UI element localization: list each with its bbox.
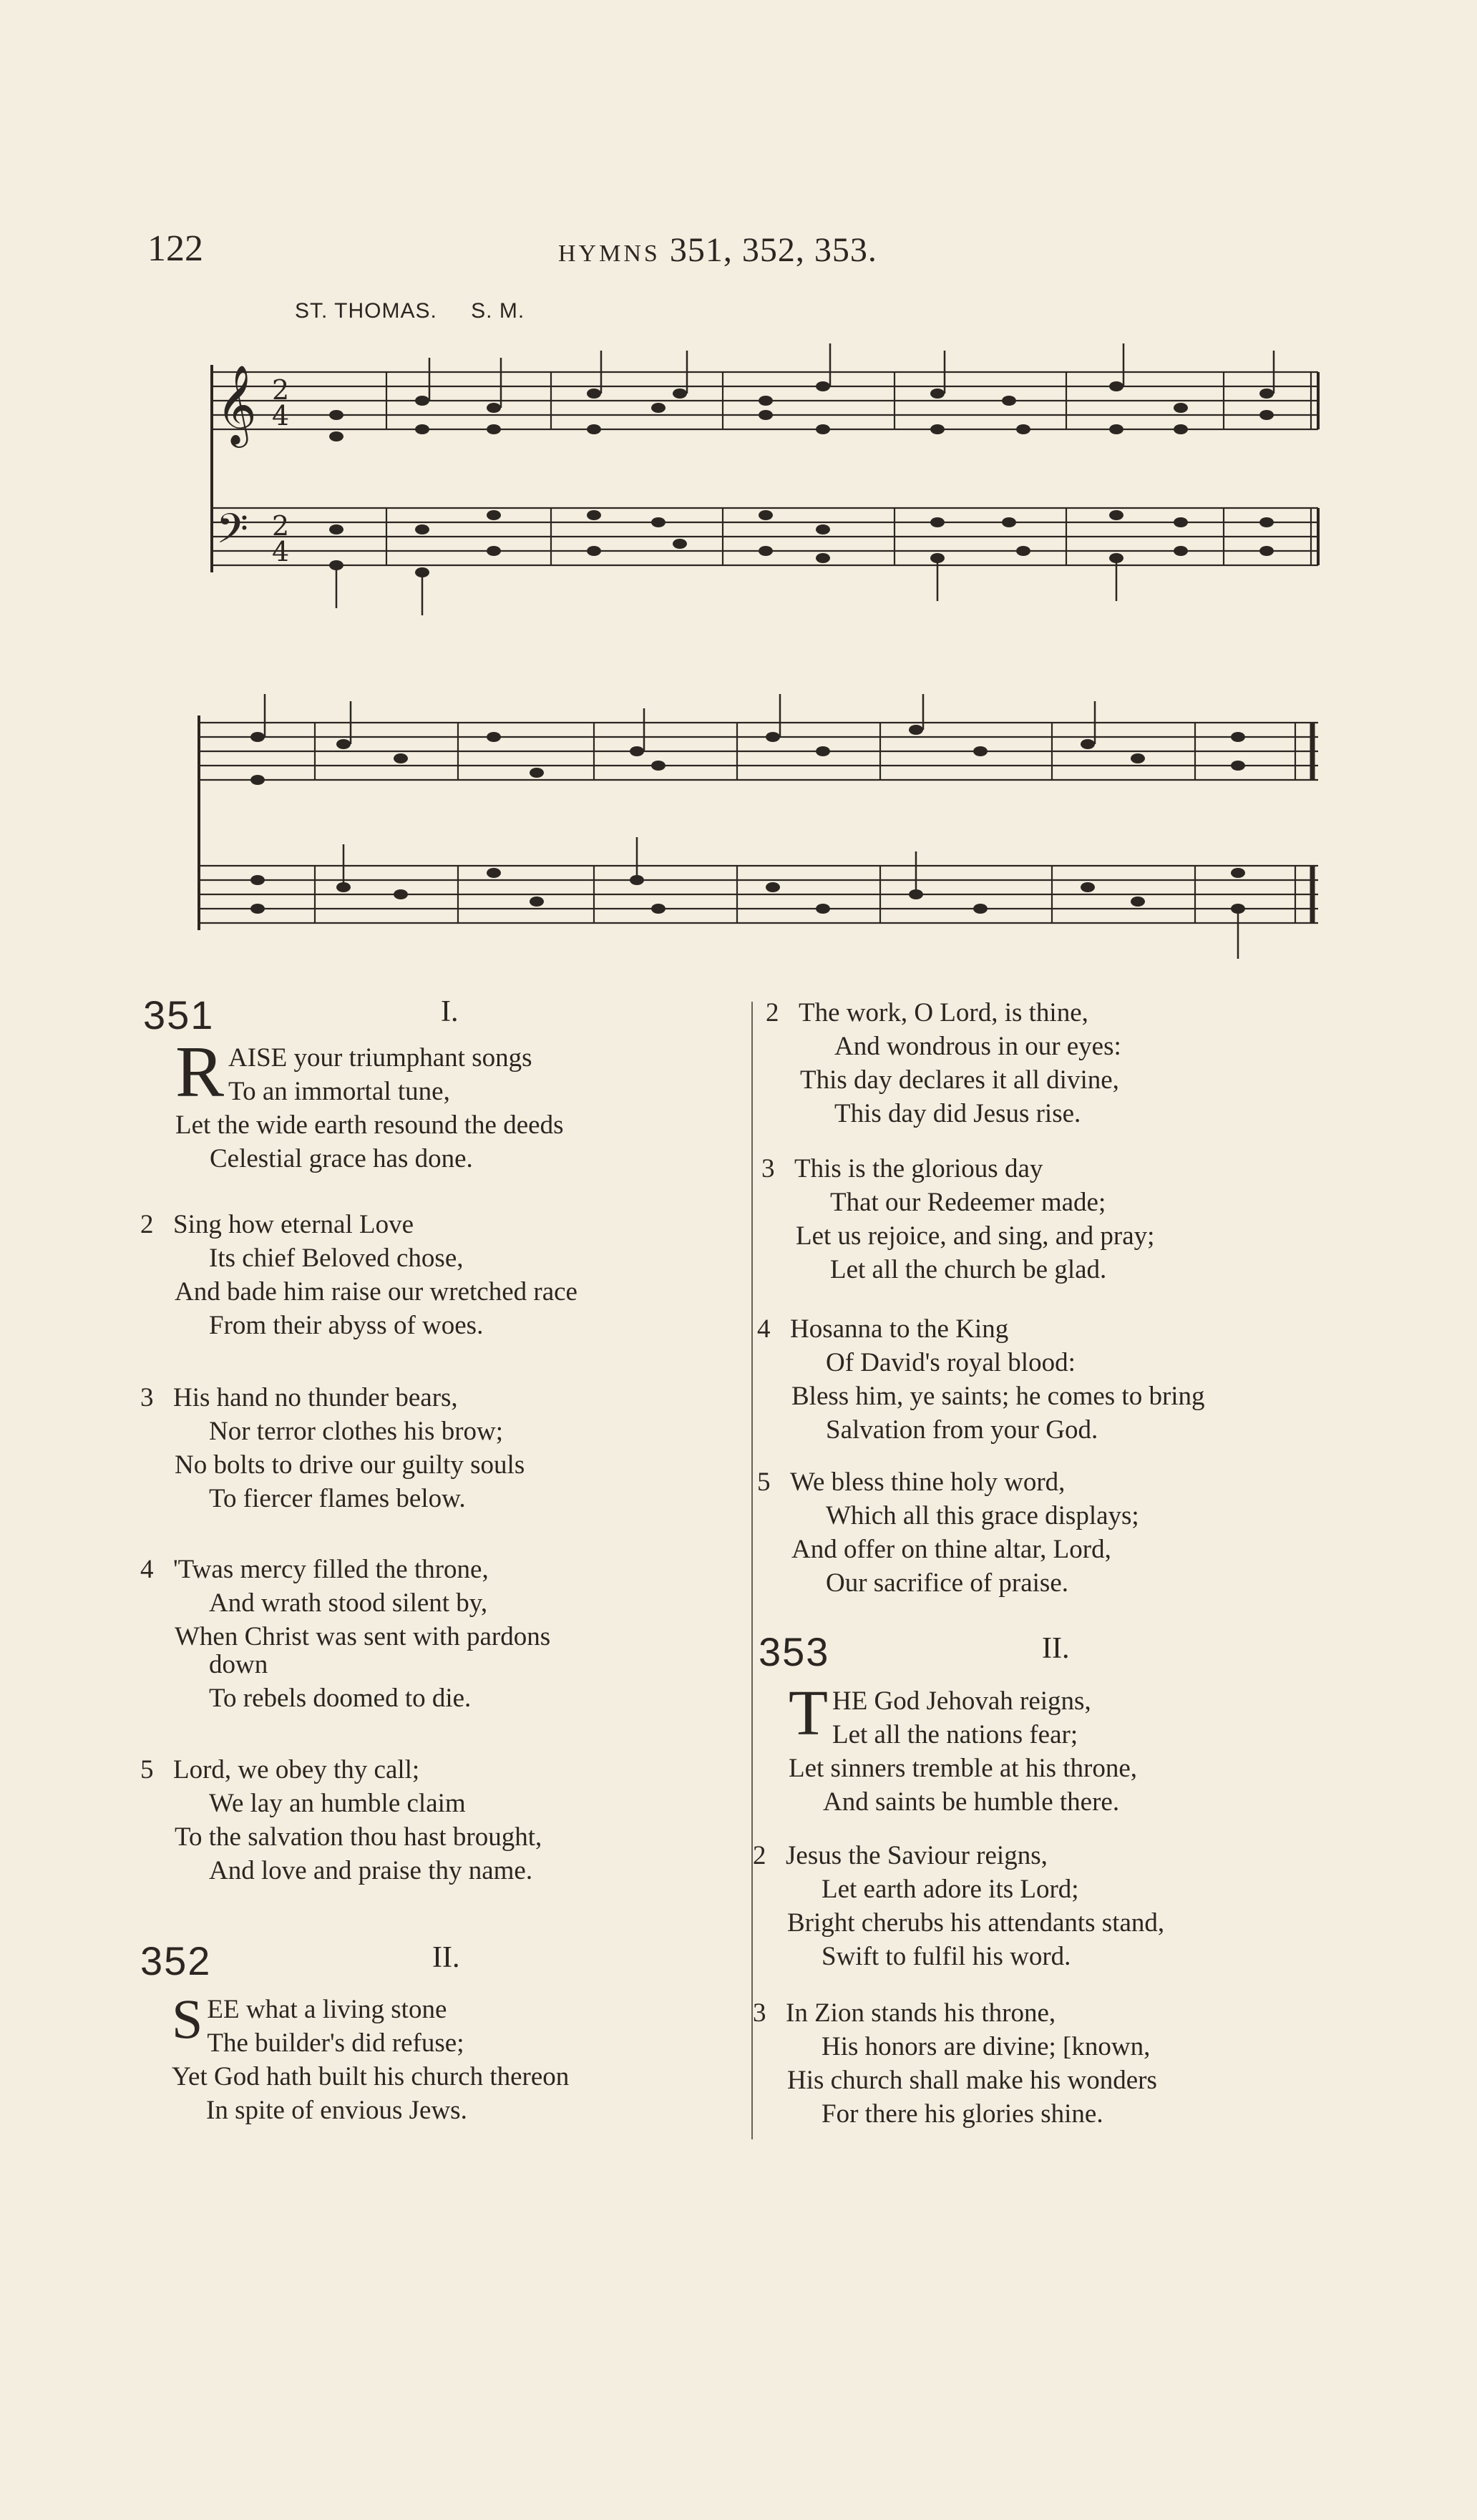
verse-line: In Zion stands his throne, — [786, 1998, 1056, 2028]
hymn-352-verse-4 — [757, 1312, 1401, 1447]
svg-text:2: 2 — [272, 374, 290, 406]
verse-line: For there his glories shine. — [822, 2099, 1103, 2129]
verse-line: And wrath stood silent by, — [209, 1588, 488, 1618]
dropcap: T — [789, 1678, 828, 1749]
verse-number: 3 — [761, 1154, 775, 1183]
verse-line: In spite of envious Jews. — [206, 2096, 467, 2125]
music-system-1 — [193, 336, 1327, 622]
hymn-351-verse-1 — [175, 1032, 748, 1176]
verse-line: Let all the nations fear; — [832, 1720, 1078, 1749]
verse-number: 2 — [753, 1841, 766, 1870]
verse-line: Sing how eternal Love — [173, 1210, 414, 1239]
verse-number: 2 — [766, 998, 779, 1027]
verse-line: Salvation from your God. — [826, 1415, 1098, 1445]
verse-line: Let us rejoice, and sing, and pray; — [796, 1221, 1155, 1251]
svg-text:𝄞: 𝄞 — [216, 364, 257, 444]
hymn-352-meter: II. — [432, 1941, 460, 1974]
hymn-351-number: 351 — [143, 992, 215, 1037]
music-system-2 — [193, 694, 1327, 966]
verse-line: Bless him, ye saints; he comes to bring — [791, 1382, 1205, 1411]
hymn-351-verse-4 — [140, 1553, 749, 1715]
verse-line: Swift to fulfil his word. — [822, 1942, 1071, 1971]
verse-number: 4 — [757, 1314, 771, 1344]
verse-line: And wondrous in our eyes: — [834, 1032, 1121, 1061]
verse-line: His hand no thunder bears, — [173, 1383, 458, 1412]
hymn-352-verse-5 — [757, 1465, 1387, 1600]
verse-line: We lay an humble claim — [209, 1789, 466, 1818]
verse-line: And love and praise thy name. — [209, 1856, 533, 1885]
verse-line: Our sacrifice of praise. — [826, 1568, 1068, 1598]
svg-text:4: 4 — [272, 400, 290, 431]
verse-line: No bolts to drive our guilty souls — [175, 1450, 525, 1480]
verse-line: down — [209, 1650, 268, 1679]
verse-line: 'Twas mercy filled the throne, — [173, 1555, 489, 1584]
verse-line: That our Redeemer made; — [830, 1188, 1106, 1217]
verse-line: Celestial grace has done. — [210, 1144, 473, 1173]
verse-line: Lord, we obey thy call; — [173, 1755, 420, 1784]
svg-text:4: 4 — [272, 536, 290, 567]
hymn-352-verse-2 — [766, 996, 1395, 1130]
hymn-351-verse-3 — [140, 1381, 749, 1515]
verse-number: 3 — [140, 1383, 154, 1412]
hymn-351-verse-2 — [140, 1208, 749, 1342]
verse-line: To an immortal tune, — [228, 1077, 450, 1106]
verse-line: Let sinners tremble at his throne, — [789, 1754, 1138, 1783]
verse-line: And saints be humble there. — [823, 1787, 1120, 1817]
verse-line: And bade him raise our wretched race — [175, 1277, 577, 1307]
verse-line: We bless thine holy word, — [790, 1467, 1066, 1497]
verse-line: His honors are divine; [known, — [822, 2032, 1151, 2061]
verse-number: 3 — [753, 1998, 766, 2028]
tune-heading — [295, 299, 552, 323]
verse-line: Bright cherubs his attendants stand, — [787, 1908, 1165, 1938]
running-head — [558, 230, 877, 270]
running-head-numbers: 351, 352, 353. — [669, 231, 877, 269]
verse-line: EE what a living stone — [207, 1995, 447, 2024]
verse-number: 5 — [757, 1467, 771, 1497]
verse-line: To rebels doomed to die. — [209, 1684, 472, 1713]
verse-line: From their abyss of woes. — [209, 1311, 484, 1340]
hymn-353-verse-3 — [753, 1996, 1397, 2131]
verse-number: 5 — [140, 1755, 154, 1784]
hymn-353-verse-1 — [789, 1678, 1375, 1819]
verse-line: Let earth adore its Lord; — [822, 1875, 1079, 1904]
verse-line: To fiercer flames below. — [209, 1484, 466, 1513]
verse-line: His church shall make his wonders — [787, 2066, 1157, 2095]
verse-number: 4 — [140, 1555, 154, 1584]
hymn-352-verse-1 — [172, 1988, 744, 2127]
verse-line: Which all this grace displays; — [826, 1501, 1139, 1530]
dropcap: R — [175, 1032, 225, 1113]
svg-text:2: 2 — [272, 510, 290, 542]
hymn-351-meter: I. — [441, 995, 459, 1028]
verse-line: Nor terror clothes his brow; — [209, 1417, 504, 1446]
page-number: 122 — [147, 228, 203, 269]
verse-line: When Christ was sent with pardons — [175, 1622, 551, 1651]
verse-line: Of David's royal blood: — [826, 1348, 1076, 1377]
verse-line: The work, O Lord, is thine, — [799, 998, 1088, 1027]
verse-line: This is the glorious day — [794, 1154, 1043, 1183]
svg-text:𝄢: 𝄢 — [216, 504, 249, 563]
hymn-353-meter: II. — [1042, 1632, 1070, 1665]
verse-line: This day did Jesus rise. — [834, 1099, 1081, 1128]
tune-name: ST. THOMAS. — [295, 299, 437, 323]
verse-number: 2 — [140, 1210, 154, 1239]
dropcap: S — [172, 1988, 203, 2050]
verse-line: To the salvation thou hast brought, — [175, 1822, 542, 1852]
verse-line: HE God Jehovah reigns, — [832, 1686, 1091, 1716]
hymn-353-verse-2 — [753, 1839, 1383, 1973]
verse-line: The builder's did refuse; — [207, 2028, 464, 2058]
hymn-353-number: 353 — [759, 1629, 830, 1674]
hymn-352-verse-3 — [761, 1152, 1391, 1286]
verse-line: Jesus the Saviour reigns, — [786, 1841, 1048, 1870]
verse-line: Let all the church be glad. — [830, 1255, 1107, 1284]
verse-line: Let the wide earth resound the deeds — [175, 1110, 564, 1140]
verse-line: Hosanna to the King — [790, 1314, 1009, 1344]
verse-line: This day declares it all divine, — [800, 1065, 1119, 1095]
tune-meter: S. M. — [471, 299, 525, 323]
verse-line: Yet God hath built his church thereon — [172, 2062, 570, 2091]
verse-line: AISE your triumphant songs — [228, 1043, 532, 1073]
running-head-prefix: HYMNS — [558, 240, 660, 267]
verse-line: And offer on thine altar, Lord, — [791, 1535, 1111, 1564]
hymn-351-verse-5 — [140, 1753, 749, 1887]
hymn-352-number: 352 — [140, 1938, 212, 1983]
verse-line: Its chief Beloved chose, — [209, 1244, 464, 1273]
